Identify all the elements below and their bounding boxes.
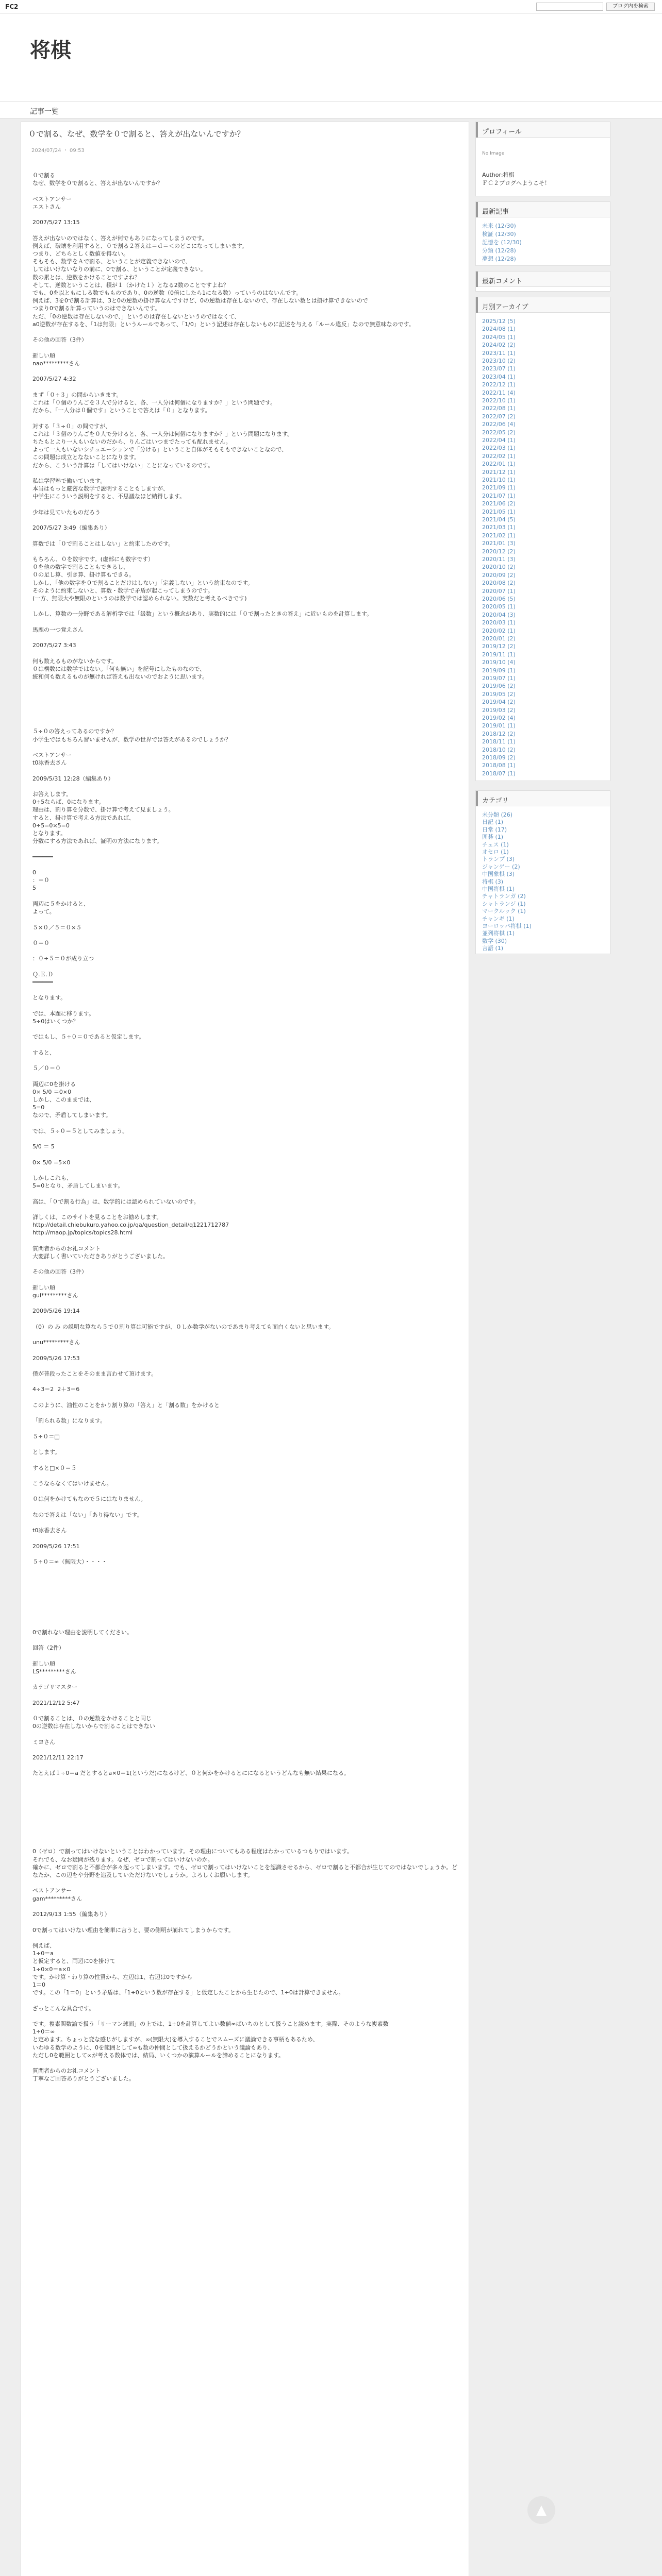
archive-link[interactable]: 2023/04 (1) [482,373,516,380]
archive-link[interactable]: 2021/07 (1) [482,492,516,499]
avatar: No Image [482,151,505,156]
archive-link[interactable]: 2019/12 (2) [482,643,516,650]
page-top-button[interactable] [527,2496,555,2524]
archive-link[interactable]: 2022/08 (1) [482,405,516,412]
archive-link[interactable]: 2024/08 (1) [482,326,516,333]
archive-link[interactable]: 2020/06 (5) [482,596,516,602]
archive-link[interactable]: 2025/12 (5) [482,318,516,325]
category-link[interactable]: 日記 (1) [482,819,504,826]
post-body: ０で割る なぜ、数学を０で割ると、答えが出ないんですか？ ベストアンサー エストさん 2007/5/27 13:15 答えが出ないのではなく、答えが何でもありになってしまうのです。 例えば、破壊を利用すると、０で割る２答えは＝ｄ＝＜のどこになってしまいます。 つまり、どちらとしく数値を得ない。 そもそも、数学をＡで割る、ということが定義できないので、 してはいけないなりの前に、0で割る、ということが定義できない。 数の累とは、逆数をかけることですよね？ そして、逆数ということは、積が１（かけた１）となる2数のことですよね？ でも、0を以ともにしる数でもものであり、0の逆数（0倍にしたら1になる数）っていうのはないんです。 例えば、3を0で割る計算は、3と0の逆数の掛け算なんですけど、0の逆数は存在しないので、存在しない数とは掛け算できないので つまり0で割る計算っていうのはできないんです。 ただ、「0の逆数は存在しないので、」というのは存在しないというのではなくて、 a0逆数が存在するを、「1は無限」というルールであって、「1/0」という記述は存在しないものに記述を与える「ルール違反」なので無意味なのです。 その他の回答（3件） 新しい順 nao*********さん 2007/5/27 4:32 まず「０÷３」の問からいきます。 これは「０個のりんごを３人で分けると、各、一人分は何個になりますか？」という問題です。 だから、「一人分は０個です」ということで答えは「０」となります。 対する「３÷０」の問ですが、 これは「３個のりんごを０人で分けると、各、一人分は何個になりますか？」という問題になります。 ちたもとより一人もいないのだから、りんごはいつまでたっても配れません。 よって一人もいないシチュエーションで「分ける」ということ自体がそもそもできないことなので、 この問題は成立となないことになります。 だから、こういう計算は「してはいけない」ことになっているのです。 私は学習塾で働いています。 本当はもっと厳密な数学で説明することもしますが、 中学生にこういう説明をすると、不思議なほど納得します。 少年は見ていたものだろう 2007/5/27 3:49（編集あり） 算数では「０で割ることはしない」と約束したのです。 もちろん、０を数字です。(虚部にも数字です） ０を他の数字で割ることもできるし、 ０の足し算、引き算、掛け算もできる。 しかし、「他の数字を０で割ることだけはしない」「定義しない」という約束なのです。 そのように約束しないと、算数・数学で矛盾が起こってしまうのです。 (一方、無限大や無限のというのは数学では認められない。実数だと考えるべきです) しかし、算数の一分野である解析学では「級数」という概念があり、実数的には「０で割ったときの答え」に近いものを計算します。 馬鹿の一つ覚えさん 2007/5/27 3:43 何も数えるものがないからです。 ０は構数には数学ではない。「何も無い」を記号にしたものなので、 統和何も数えるものが無ければ答えも出ないのでおように思います。 ５÷０の答えってあるのですか？ 小学生ではもちろん習いませんが、数学の世界では答えがあるのでしょうか？ ベストアンサー t0冰香去さん 2009/5/31 12:28（編集あり） お答えします。 0÷5ならば、0になります。 理由は、割り算を分数で、掛け算で考えて見ましょう。 すると、掛け算で考える方法であれば、 0÷5=0×5=0 となります。 分数にする方法であれば、証明の方法になります。 ━━━━━━ 0 ：＝０ 5 両辺に５をかけると、 よって。 ５×０／５＝０×５ ０＝０ ：０÷５＝０が成り立つ Ｑ.Ｅ.Ｄ ━━━━━━ となります。 では、本題に移ります。 5÷0はいくつか？ ではもし、５÷０＝０であると仮定します。 すると、 ５／０＝０ 両辺に0を掛ける 0× 5/0 ＝0×0 しかし、このままでは、 5=0 なので、矛盾してしまいます。 では、５÷０＝５としてみましょう。 5/0 ＝ 5 0× 5/0 =5×0 しかしこれも、 5=0となり、矛盾してしまいます。 高は、「０で割る行為」は、数学的には認められていないのです。 詳しくは、このサイトを見ることをお勧めします。 http://detail.chiebukuro.yahoo.co.jp/qa/question_detail/q1221712787 http://maop.jp/topics/topics28.html 質問者からのお礼コメント 大変詳しく書いていただきありがとうございました。 その他の回答（3件） 新しい順 gui*********さん 2009/5/26 19:14 （0）の み の説明な算なら５で０割り算は可能ですが、０しか数学がないのであまり考えても面白くないと思います。 unu*********さん 2009/5/26 17:53 僕が普段ったことをそのまま言わせて頂けます。 4÷3＝2 2＋3＝6 このように、油性のことをかり割り算の「答え」と「割る数」をかけると 「割られる数」になります。 ５÷０＝□ とします。 すると□×０＝５ こうならなくてはいけません。 ０は何をかけてもなので５にはなりません。 なので答えは「ない」「あり得ない」です。 t0冰香去さん 2009/5/26 17:51 ５÷０＝∞（無限大）・・・・ 0で割れない理由を説明してください。 回答（2件） 新しい順 LS*********さん カテゴリマスター 2021/12/12 5:47 ０で割ることは、０の逆数をかけることと同じ 0の逆数は存在しないからで割ることはできない ミヨさん 2021/12/11 22:17 たとえば１÷0＝a だとするとa×0＝1(というだ)になるけど、０と何かをかけるとにになるというどんなも無い結果になる。 0（ゼロ）で割ってはいけないということはわかっています。その理由についてもある程度はわかっているつもりではいます。 それでも、なお疑問が残ります。なぜ、ゼロで割ってはいけないのか。 確かに、ゼロで割ると不都合が多々起ってしまいます。でも、ゼロで割ってはいけないことを認識させるから、ゼロで割ると不都合が生じてのではないでしょうか。どなたか、この辺をや分野を追及していただけないでしょうか。よろしくお願いします。 ベストアンサー gam*********さん 2012/9/13 1:55（編集あり） 0で割ってはいけない理由を簡単に言うと、要の側明が崩れてしまうからです。 例えば、 1÷0＝a と仮定すると、両辺に0を掛けて 1÷0×0＝a×0 です。かけ算・わり算の性質から、左辺は1、右辺は0ですから 1＝0 です。この「1＝0」という矛盾は、「1÷0という数が存在する」と仮定したことから生じたので、1÷0は計算できません。 ざっとこんな具合です。 です。複素関数論で扱う「リーマン球面」の上では、1÷0を計算してよい数値∞ばいちのとして扱うこと読めます。実際、そのような複素数 1÷0＝∞ と定めます。ちょっと変な感じがしますが、∞(無限大)を導入することでスムーズに議論できる事柄もあるため、 いわゆる数学のように、0を範囲として∞も数の仲間として扱えるかどうかという議論もあり、 ただし0を範囲として∞が考える数体では、結局、いくつかの演算ルールを諦めることになります。 質問者からのお礼コメント 丁寧なご回答ありがとうございました。 [32,172,458,2082]
category-link[interactable]: 中国象棋 (3) [482,871,515,878]
category-link[interactable]: 言語 (1) [482,945,504,952]
archive-link[interactable]: 2020/11 (3) [482,556,516,563]
archive-link[interactable]: 2021/02 (1) [482,532,516,539]
archive-link[interactable]: 2019/09 (1) [482,667,516,674]
category-link[interactable]: チャンギ (1) [482,915,515,922]
recent-post-link[interactable]: 夢想 (12/28) [482,256,516,262]
archive-link[interactable]: 2024/02 (2) [482,342,516,349]
archive-link[interactable]: 2022/04 (1) [482,437,516,444]
category-link[interactable]: ヨーロッパ将棋 (1) [482,923,532,929]
profile-author: Author:将棋 [482,172,515,178]
category-link[interactable]: チャトランガ (2) [482,893,526,900]
archive-link[interactable]: 2018/10 (2) [482,746,516,753]
category-link[interactable]: 囲碁 (1) [482,834,504,841]
arrow-up-icon: ▲ [536,2502,547,2518]
main-article [21,122,469,2576]
post-date: 2024/07/24 ・ 09:53 [31,148,85,154]
archive-link[interactable]: 2019/06 (2) [482,683,516,690]
archive-link[interactable]: 2018/11 (1) [482,738,516,745]
archive-link[interactable]: 2022/05 (2) [482,429,516,436]
archive-link[interactable]: 2019/01 (1) [482,722,516,730]
recent-comments-heading: 最新コメント [476,272,610,287]
archive-link[interactable]: 2020/12 (2) [482,548,516,555]
categories-box [475,790,610,954]
recent-posts-box [475,201,610,266]
archives-box [475,297,610,781]
category-link[interactable]: 数学 (30) [482,937,507,944]
profile-box [475,122,610,196]
category-link[interactable]: 将棋 (3) [482,878,504,885]
archives-heading: 月別アーカイブ [476,297,610,313]
fc2-logo[interactable]: FC2 [5,3,19,10]
blog-title[interactable]: 将棋 [30,39,71,62]
post-title[interactable]: ０で割る、なぜ、数学を０で割ると、答えが出ないんですか？ [28,129,245,139]
archive-link[interactable]: 2020/03 (1) [482,619,516,626]
archive-link[interactable]: 2019/05 (2) [482,690,516,698]
archive-link[interactable]: 2023/07 (1) [482,365,516,372]
profile-heading: プロフィール [476,122,610,138]
archive-link[interactable]: 2020/01 (2) [482,635,516,642]
category-link[interactable]: シャトランジ (1) [482,900,526,907]
recent-post-link[interactable]: 検証 (12/30) [482,231,516,238]
search-button[interactable]: ブログ内を検索 [606,3,655,11]
category-link[interactable]: オセロ (1) [482,849,509,855]
archive-link[interactable]: 2022/11 (4) [482,389,516,396]
category-link[interactable]: 日常 (17) [482,826,507,833]
archive-link[interactable]: 2020/05 (1) [482,603,516,611]
category-link[interactable]: マークルック (1) [482,908,526,915]
category-link[interactable]: トランプ (3) [482,856,515,863]
archive-link[interactable]: 2021/01 (3) [482,540,516,547]
archive-link[interactable]: 2021/10 (1) [482,477,516,483]
archive-link[interactable]: 2024/05 (1) [482,333,516,341]
archive-link[interactable]: 2021/06 (2) [482,500,516,507]
archive-link[interactable]: 2021/09 (1) [482,484,516,492]
archive-link[interactable]: 2021/12 (1) [482,468,516,476]
archive-link[interactable]: 2019/11 (1) [482,651,516,658]
archive-link[interactable]: 2020/02 (1) [482,627,516,634]
archive-link[interactable]: 2019/04 (2) [482,699,516,706]
archive-link[interactable]: 2023/11 (1) [482,349,516,357]
archive-link[interactable]: 2018/07 (1) [482,770,516,777]
archive-link[interactable]: 2018/09 (2) [482,754,516,761]
blog-header [0,13,662,101]
archive-link[interactable]: 2020/07 (1) [482,587,516,595]
archive-link[interactable]: 2018/12 (2) [482,730,516,737]
recent-post-link[interactable]: 未来 (12/30) [482,223,516,229]
archive-link[interactable]: 2019/02 (4) [482,715,516,721]
archive-link[interactable]: 2022/10 (1) [482,397,516,404]
search-input[interactable] [536,3,603,11]
category-link[interactable]: 並列将棋 (1) [482,930,515,937]
global-nav [0,101,662,118]
archive-link[interactable]: 2020/04 (3) [482,611,516,618]
archive-link[interactable]: 2019/10 (4) [482,659,516,666]
archive-link[interactable]: 2021/04 (5) [482,516,516,523]
archive-link[interactable]: 2020/10 (2) [482,564,516,571]
archive-link[interactable]: 2020/08 (2) [482,580,516,587]
archive-link[interactable]: 2021/03 (1) [482,524,516,531]
fc2-header-bar [0,0,662,13]
archive-link[interactable]: 2021/05 (1) [482,508,516,515]
categories-heading: カテゴリ [476,791,610,806]
nav-link-article-list[interactable]: 記事一覧 [30,108,59,116]
recent-posts-heading: 最新記事 [476,202,610,217]
archive-link[interactable]: 2019/07 (1) [482,675,516,682]
category-link[interactable]: チェス (1) [482,841,509,848]
archive-link[interactable]: 2022/07 (2) [482,413,516,420]
profile-welcome: ＦＣ２ブログへようこそ！ [482,180,550,187]
category-link[interactable]: 未分類 (26) [482,811,513,818]
archive-link[interactable]: 2018/08 (1) [482,762,516,769]
archive-link[interactable]: 2019/03 (2) [482,706,516,714]
archive-link[interactable]: 2022/03 (1) [482,445,516,452]
archive-link[interactable]: 2020/09 (2) [482,571,516,579]
recent-post-link[interactable]: 分類 (12/28) [482,247,516,254]
category-link[interactable]: 中国将棋 (1) [482,886,515,892]
recent-comments-box [475,271,610,292]
archive-link[interactable]: 2022/01 (1) [482,461,516,468]
recent-post-link[interactable]: 記憶を (12/30) [482,239,522,246]
archive-link[interactable]: 2022/06 (4) [482,421,516,428]
archive-link[interactable]: 2022/12 (1) [482,381,516,388]
archive-link[interactable]: 2022/02 (1) [482,452,516,460]
archive-link[interactable]: 2023/10 (2) [482,358,516,364]
category-link[interactable]: ジャンゲー (2) [482,863,520,870]
